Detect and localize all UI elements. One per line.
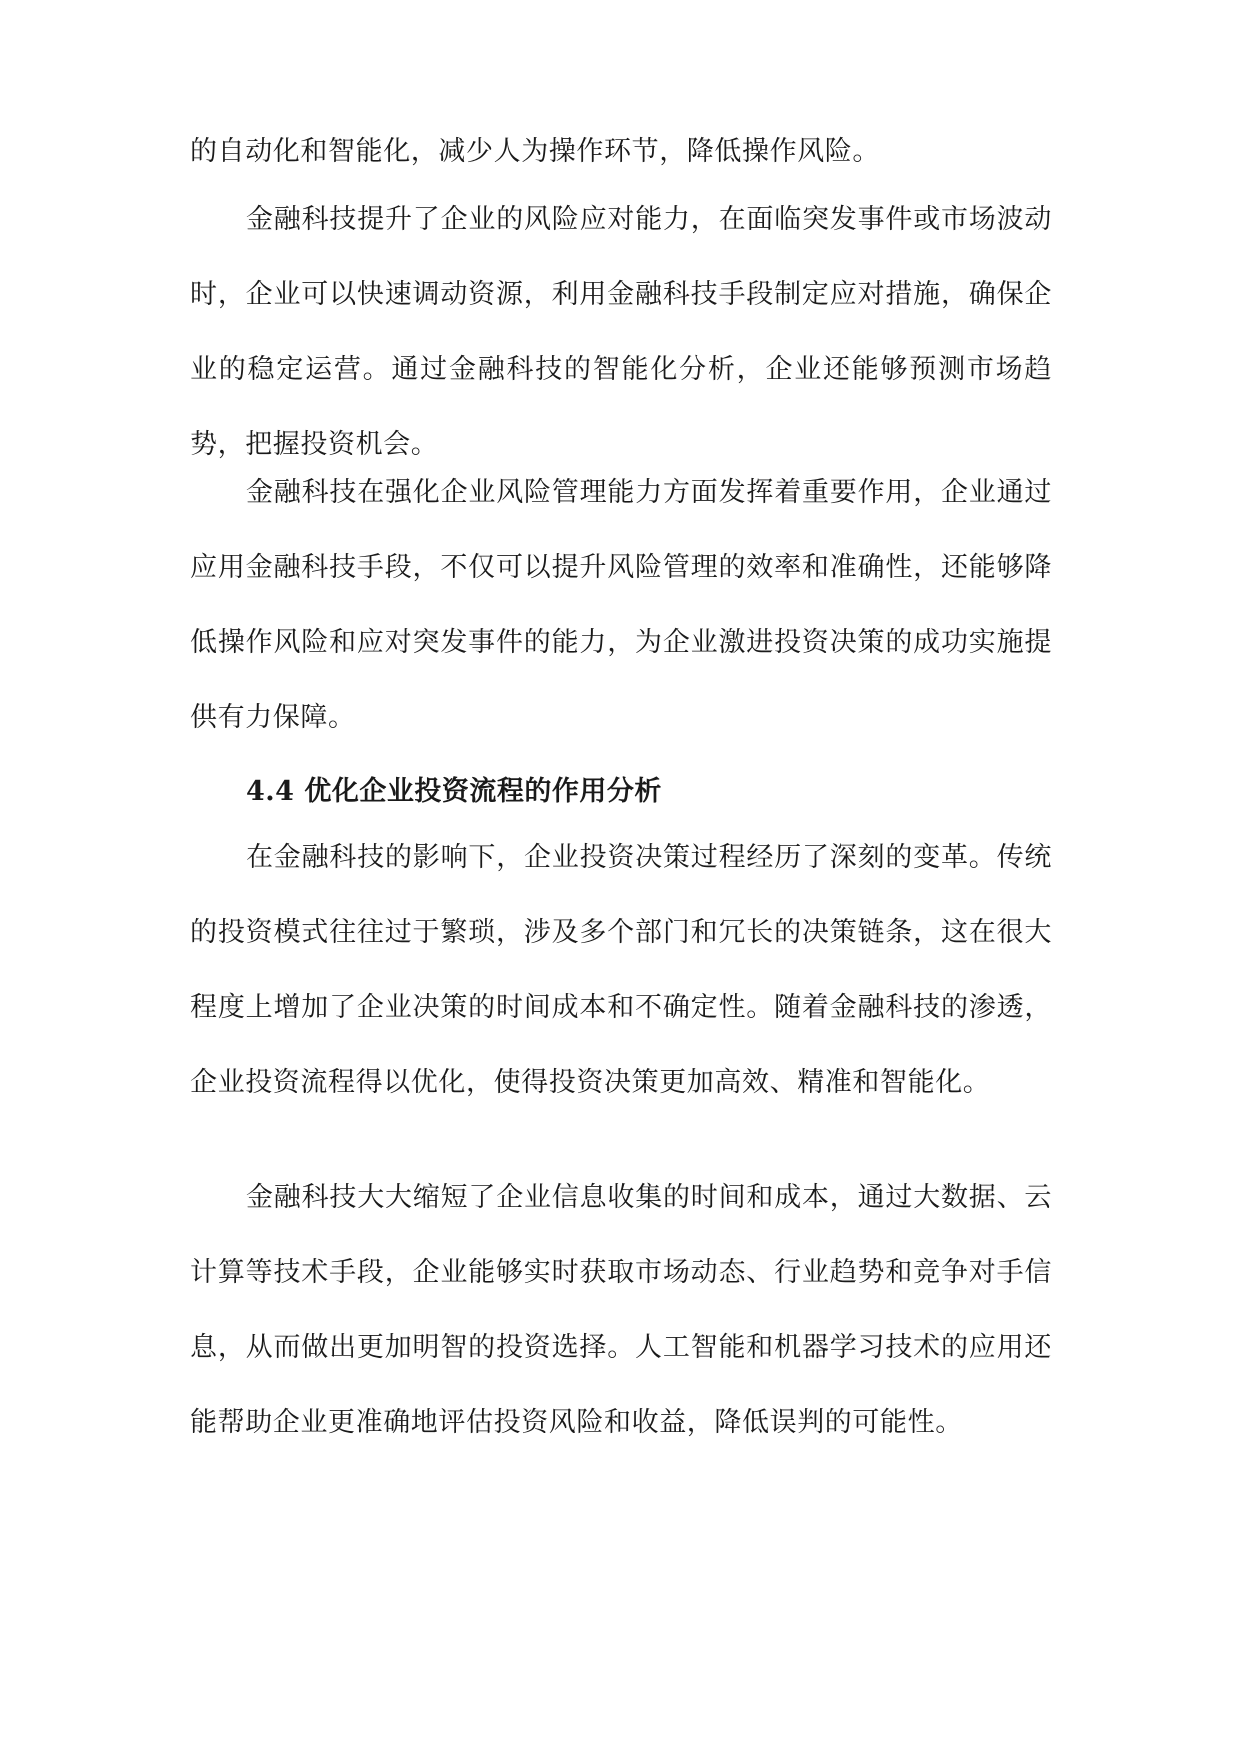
paragraph-information-collection: 金融科技大大缩短了企业信息收集的时间和成本，通过大数据、云计算等技术手段，企业能够实时获取市场动态、行业趋势和竞争对手信息，从而做出更加明智的投资选择。人工智能和机器学习技术的应用还能帮助企业更准确地评估投资风险和收益，降低误判的可能性。 <box>190 1182 1052 1438</box>
section-title: 优化企业投资流程的作用分析 <box>304 776 662 807</box>
section-heading <box>246 772 662 812</box>
paragraph-investment-process-change: 在金融科技的影响下，企业投资决策过程经历了深刻的变革。传统的投资模式往往过于繁琐，涉及多个部门和冗长的决策链条，这在很大程度上增加了企业决策的时间成本和不确定性。随着金融科技的渗透，企业投资流程得以优化，使得投资决策更加高效、精准和智能化。 <box>190 842 1052 1098</box>
section-number: 4.4 <box>246 776 295 807</box>
paragraph-continuation: 的自动化和智能化，减少人为操作环节，降低操作风险。 <box>190 136 880 167</box>
paragraph-risk-response: 金融科技提升了企业的风险应对能力，在面临突发事件或市场波动时，企业可以快速调动资源，利用金融科技手段制定应对措施，确保企业的稳定运营。通过金融科技的智能化分析，企业还能够预测市场趋势，把握投资机会。 <box>190 204 1052 460</box>
paragraph-risk-management-summary: 金融科技在强化企业风险管理能力方面发挥着重要作用，企业通过应用金融科技手段，不仅可以提升风险管理的效率和准确性，还能够降低操作风险和应对突发事件的能力，为企业激进投资决策的成功实施提供有力保障。 <box>190 477 1052 733</box>
section-heading-gap <box>294 776 304 807</box>
